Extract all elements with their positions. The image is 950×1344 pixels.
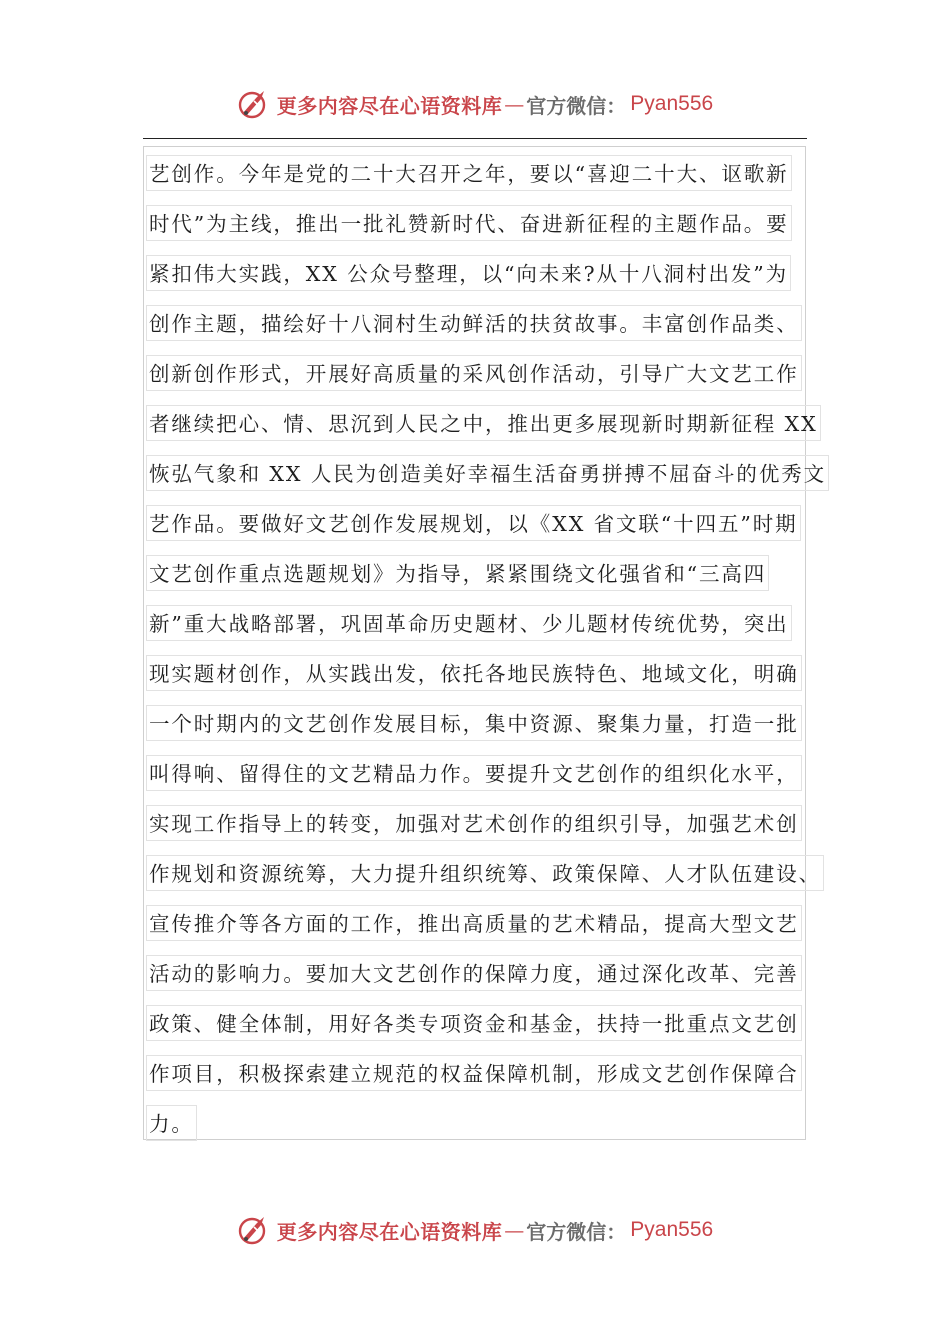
text-line-16: 宣传推介等各方面的工作，推出高质量的艺术精品，提高大型文艺: [146, 905, 802, 941]
watermark-text: 更多内容尽在心语资料库: [276, 1219, 503, 1244]
text-line-20: 力。: [146, 1105, 197, 1141]
text-line-6: 者继续把心、情、思沉到人民之中，推出更多展现新时期新征程 XX: [146, 405, 821, 441]
text-line-12: 一个时期内的文艺创作发展目标，集中资源、聚集力量，打造一批: [146, 705, 802, 741]
text-line-1: 艺创作。今年是党的二十大召开之年，要以“喜迎二十大、讴歌新: [146, 155, 792, 191]
footer-watermark: [0, 1210, 950, 1250]
pen-logo-icon: [237, 1213, 271, 1247]
text-line-18: 政策、健全体制，用好各类专项资金和基金，扶持一批重点文艺创: [146, 1005, 802, 1041]
text-line-15: 作规划和资源统筹，大力提升组织统筹、政策保障、人才队伍建设、: [146, 855, 824, 891]
watermark-wechat-id: Pyan556: [630, 92, 714, 115]
text-line-10: 新”重大战略部署，巩固革命历史题材、少儿题材传统优势，突出: [146, 605, 792, 641]
text-line-11: 现实题材创作，从实践出发，依托各地民族特色、地域文化，明确: [146, 655, 802, 691]
text-line-8: 艺作品。要做好文艺创作发展规划，以《XX 省文联“十四五”时期: [146, 505, 801, 541]
pen-logo-icon: [237, 87, 271, 121]
text-line-17: 活动的影响力。要加大文艺创作的保障力度，通过深化改革、完善: [146, 955, 802, 991]
text-line-3: 紧扣伟大实践，XX 公众号整理，以“向未来?从十八洞村出发”为: [146, 255, 791, 291]
watermark-wechat-label: 官方微信：: [526, 93, 627, 118]
text-line-9: 文艺创作重点选题规划》为指导，紧紧围绕文化强省和“三高四: [146, 555, 769, 591]
text-line-5: 创新创作形式，开展好高质量的采风创作活动，引导广大文艺工作: [146, 355, 802, 391]
text-line-13: 叫得响、留得住的文艺精品力作。要提升文艺创作的组织化水平，: [146, 755, 802, 791]
text-line-7: 恢弘气象和 XX 人民为创造美好幸福生活奋勇拼搏不屈奋斗的优秀文: [146, 455, 829, 491]
watermark-wechat-id: Pyan556: [630, 1218, 714, 1241]
text-line-4: 创作主题，描绘好十八洞村生动鲜活的扶贫故事。丰富创作品类、: [146, 305, 802, 341]
header-divider: [143, 138, 807, 139]
text-line-19: 作项目，积极探索建立规范的权益保障机制，形成文艺创作保障合: [146, 1055, 802, 1091]
text-line-2: 时代”为主线，推出一批礼赞新时代、奋进新征程的主题作品。要: [146, 205, 792, 241]
header-watermark: [0, 84, 950, 124]
watermark-wechat-label: 官方微信：: [526, 1219, 627, 1244]
watermark-dash: —: [504, 1218, 525, 1242]
text-line-14: 实现工作指导上的转变，加强对艺术创作的组织引导，加强艺术创: [146, 805, 802, 841]
watermark-text: 更多内容尽在心语资料库: [276, 93, 503, 118]
watermark-dash: —: [504, 92, 525, 116]
